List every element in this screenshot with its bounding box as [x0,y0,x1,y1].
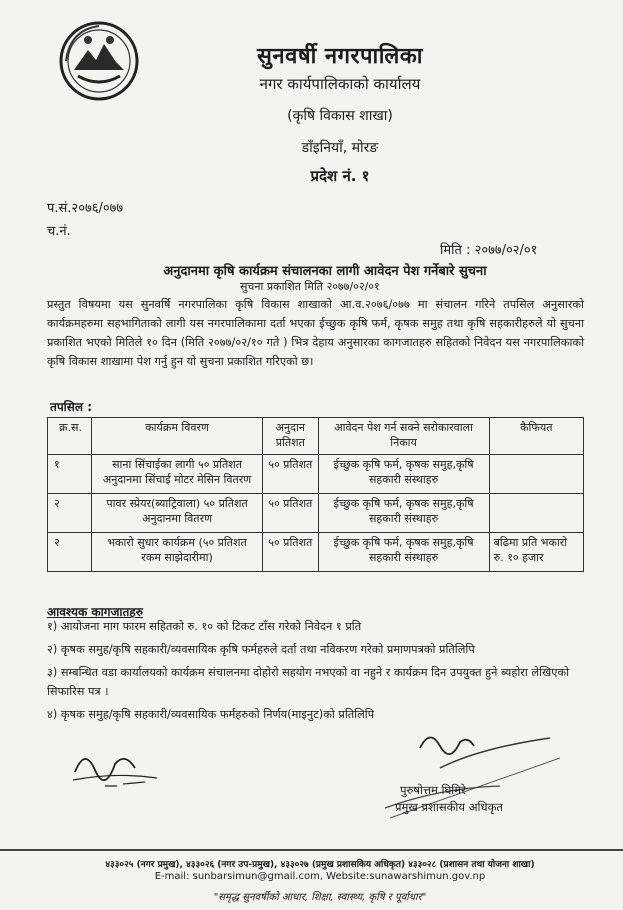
list-item: १) आयोजना माग फारम सहितको रु. १० को टिकट टाँस गरेको निवेदन १ प्रति [47,620,362,633]
footer-contact: E-mail: sunbarsimun@gmail.com, Website:sunawarshimun.gov.np [154,871,486,882]
office-name: नगर कार्यपालिकाको कार्यालय [259,75,421,93]
cell-serial: २ [48,494,92,533]
footer-slogan: "समृद्ध सुनवर्षीको आधार, शिक्षा, स्वास्थ्य, कृषि र पूर्वाधार" [213,892,427,903]
handwritten-signature [65,742,165,792]
dispatch-number: च.नं. [47,224,71,239]
table-row [48,533,584,572]
table-row [48,455,584,494]
header-subsidy: अनुदान प्रतिशत [263,418,318,455]
signatory-designation: प्रमुख प्रशासकीय अधिकृत [395,800,503,814]
province-name: प्रदेश नं. १ [310,167,370,185]
office-location: डाँइनियाँ, मोरङ [301,140,379,156]
nepal-emblem-icon [58,20,140,102]
table-row [48,494,584,533]
header-remarks: कैफियत [489,418,583,455]
cell-serial: २ [48,533,92,572]
notice-date: मिति : २०७७/०२/०१ [440,243,538,258]
table-label: तपसिल : [50,400,92,414]
documents-title: आवश्यक कागजातहरु [47,605,143,619]
cell-subsidy: ५० प्रतिशत [263,455,318,494]
reference-number: प.सं.२०७६/०७७ [47,201,124,216]
cell-program: साना सिंचाईका लागी ५० प्रतिशत अनुदानमा सिंचाई मोटर मेसिन वितरण [92,455,263,494]
list-item: ४) कृषक समुह/कृषि सहकारी/व्यवसायिक फर्महरुको निर्णय(माइनुट)को प्रतिलिपि [47,708,375,721]
cell-subsidy: ५० प्रतिशत [263,494,318,533]
cell-eligible: ईच्छुक कृषि फर्म, कृषक समुह,कृषि सहकारी संस्थाहरु [318,494,489,533]
branch-name: (कृषि विकास शाखा) [287,108,393,124]
header-program: कार्यक्रम विवरण [92,418,263,455]
cell-remarks [489,455,583,494]
signatory-name: पुरुषोत्तम घिमिरे [400,783,466,797]
cell-serial: १ [48,455,92,494]
notice-body: प्रस्तुत विषयमा यस सुनवर्षि नगरपालिका कृषि विकास शाखाको आ.व.२०७६/०७७ मा संचालन गरिने तपसिल अनुसारको कार्यक्रमहरुमा सहभागिताको लागी यस नगरपालिकामा दर्ता भएका ईच्छुक कृषि फर्म, कृषक समुह तथा कृषि सहकारीहरुले यो सुचना प्रकाशित भएको मितिले १० दिन (मिति २०७७/०२/१० गते ) भित्र देहाय अनुसारका कागजातहरु सहितको निवेदन यस नगरपालिकाको कृषि विकास शाखामा पेश गर्नु हुन यो सुचना प्रकाशित गरिएको छ। [47,298,584,368]
published-date: सुचना प्रकाशित मिति २०७७/०२/०१ [240,280,380,293]
footer-divider [0,849,623,851]
list-item: ३) सम्बन्धित वडा कार्यालयको कार्यक्रम संचालनमा दोहोरो सहयोग नभएको वा नहुने र कार्यक्रम दिन उपयुक्त हुने ब्यहोरा लेखिएको सिफारिस पत्र । [47,666,570,698]
header-serial: क्र.स. [48,418,92,455]
documents-list [47,617,587,728]
header-eligible: आवेदन पेश गर्न सक्ने सरोकारवाला निकाय [318,418,489,455]
footer-phones: ४३३०२५ (नगर प्रमुख), ४३३०२६ (नगर उप-प्रमुख), ४३३०२७ (प्रमुख प्रशासकिय अधिकृत) ४३३०२८ (प्रशासन तथा योजना शाखा) [105,860,535,870]
table-header-row [48,418,584,455]
list-item: २) कृषक समुह/कृषि सहकारी/व्यवसायिक कृषि फर्महरुले दर्ता तथा नविकरण गरेको प्रमाणपत्रको प्रतिलिपि [47,643,475,656]
cell-eligible: ईच्छुक कृषि फर्म, कृषक समुह,कृषि सहकारी संस्थाहरु [318,455,489,494]
cell-remarks: बढिमा प्रति भकारो रु. १० हजार [489,533,583,572]
cell-program: भकारो सुधार कार्यक्रम (५० प्रतिशत रकम साझेदारीमा) [92,533,263,572]
cell-program: पावर स्प्रेयर(ब्याट्रिवाला) ५० प्रतिशत अनुदानमा वितरण [92,494,263,533]
cell-remarks [489,494,583,533]
notice-subject: अनुदानमा कृषि कार्यक्रम संचालनका लागी आवेदन पेश गर्नेबारे सुचना [163,264,487,279]
organization-name: सुनवर्षी नगरपालिका [257,44,423,69]
program-table [47,417,584,572]
cell-subsidy: ५० प्रतिशत [263,533,318,572]
cell-eligible: ईच्छुक कृषि फर्म, कृषक समुह,कृषि सहकारी संस्थाहरु [318,533,489,572]
